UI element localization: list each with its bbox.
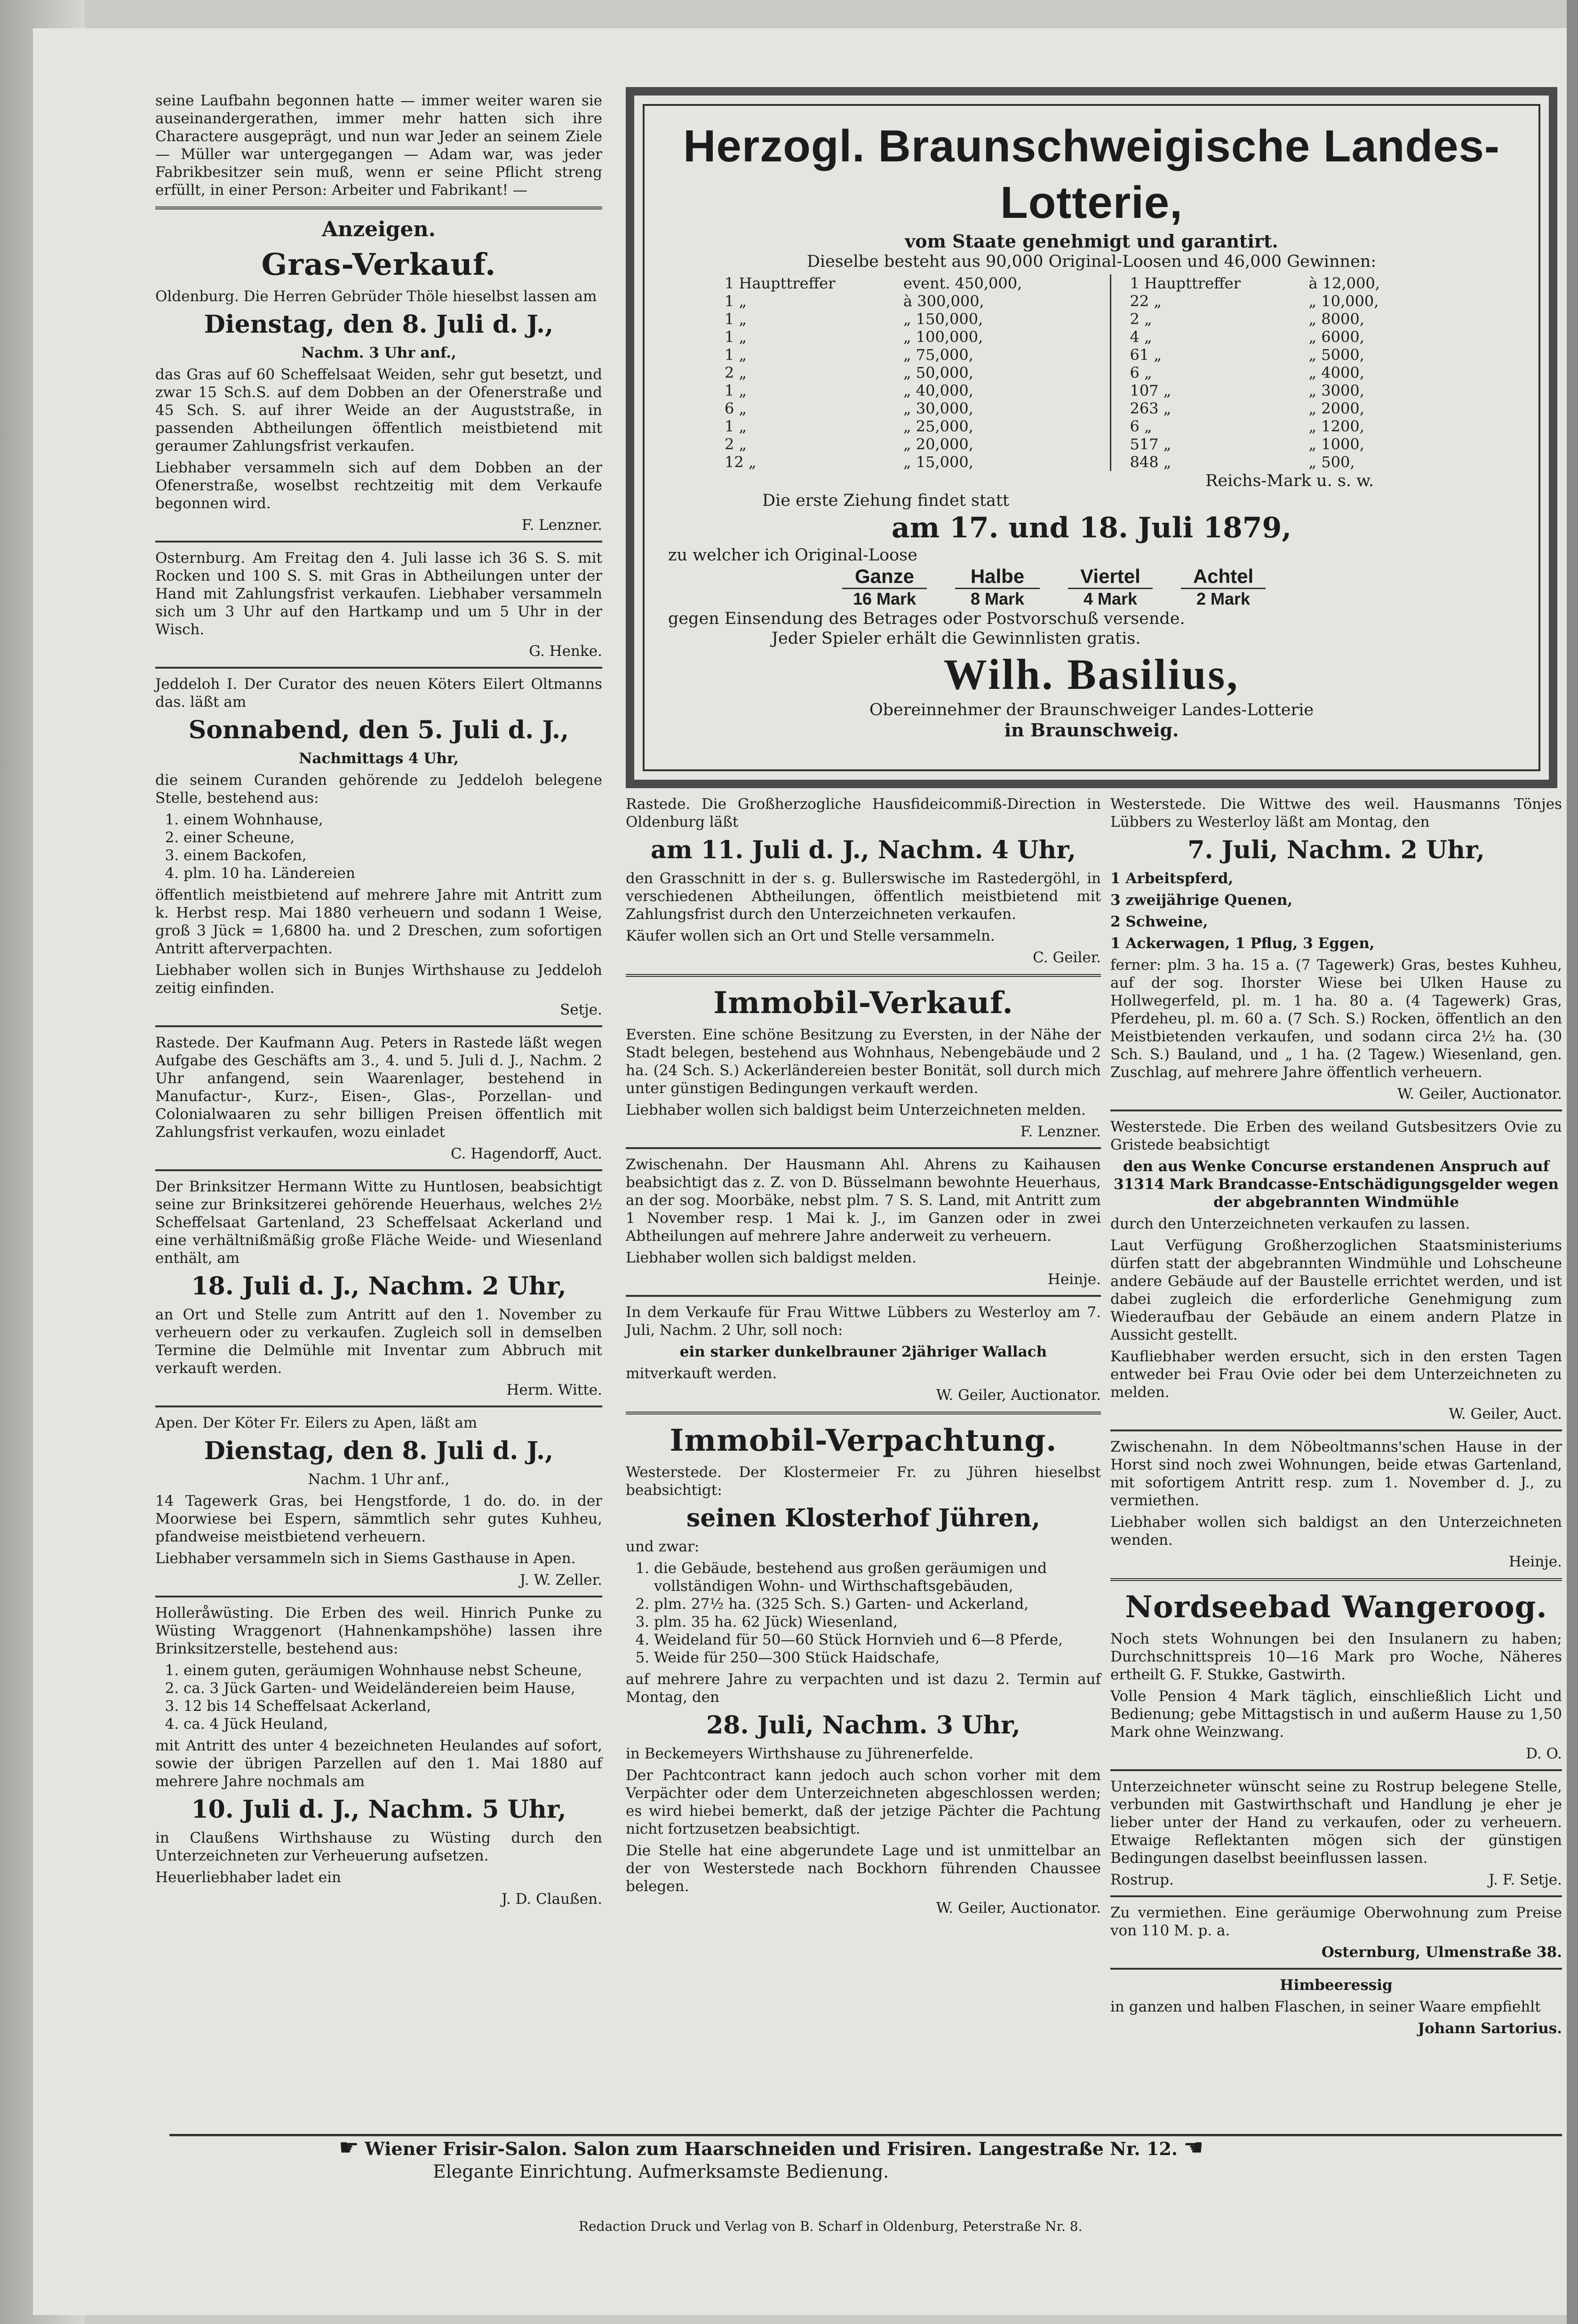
- prize-count: 6 „: [1130, 364, 1152, 382]
- prize-count: 12 „: [725, 453, 757, 471]
- divider: [626, 1295, 1101, 1297]
- divider: [155, 207, 602, 209]
- original-loose-label: zu welcher ich Original-Loose: [668, 546, 917, 565]
- divider: [155, 667, 602, 669]
- ad-westerloy-item: 3 zweijährige Quenen,: [1110, 892, 1293, 909]
- divider: [155, 1596, 602, 1597]
- prize-table-right: [1110, 274, 1515, 471]
- seller-role: Obereinnehmer der Braunschweiger Landes-Lotterie: [869, 701, 1314, 719]
- ticket-cost: 4 Mark: [1083, 589, 1138, 608]
- prize-row: [725, 382, 1110, 399]
- ad-jeddeloh-signature: Setje.: [560, 1001, 602, 1018]
- ticket-size: Halbe: [955, 565, 1040, 589]
- lottery-description: Dieselbe besteht aus 90,000 Original-Loosen und 46,000 Gewinnen:: [806, 252, 1377, 271]
- ad-westerstede-body3: Der Pachtcontract kann jedoch auch schon vorher mit dem Verpächter oder dem Unterzeichneten abgeschlossen werden; es wird hiebei bemerkt, daß der jetzige Pächter die Pachtung nicht fortzusetzen beabsichtigt.: [626, 1767, 1101, 1837]
- ad-gristede-body3: Kaufliebhaber werden ersucht, sich in den ersten Tagen entweder bei Frau Ovie oder bei dem Unterzeichneten zu melden.: [1110, 1348, 1562, 1401]
- prize-row: [725, 292, 1110, 310]
- prize-amount: „ 2000,: [1308, 399, 1364, 417]
- seller-city: in Braunschweig.: [1004, 719, 1179, 741]
- prize-row: [1130, 292, 1515, 310]
- prize-count: 4 „: [1130, 328, 1152, 346]
- ad-wuesting-date: 10. Juli d. J., Nachm. 5 Uhr,: [191, 1795, 566, 1824]
- ad-oldenburg-text: Oldenburg. Die Herren Gebrüder Thöle hieselbst lassen am: [155, 288, 597, 305]
- ad-luebbers-body: mitverkauft werden.: [626, 1365, 777, 1382]
- ad-westerloy-date: 7. Juli, Nachm. 2 Uhr,: [1187, 836, 1485, 864]
- prize-amount: „ 15,000,: [903, 453, 973, 471]
- prize-row: [725, 328, 1110, 346]
- prize-row: [725, 310, 1110, 328]
- ad-westerstede-date: 28. Juli, Nachm. 3 Uhr,: [706, 1711, 1020, 1740]
- ticket-price: [955, 565, 1040, 609]
- ticket-cost: 2 Mark: [1196, 589, 1251, 608]
- divider: [1110, 1578, 1562, 1581]
- prize-amount: „ 1000,: [1308, 435, 1364, 453]
- section-heading-anzeigen: Anzeigen.: [322, 217, 436, 241]
- prize-table: [725, 274, 1515, 471]
- prize-amount: „ 75,000,: [903, 346, 973, 364]
- prize-amount: „ 6000,: [1308, 328, 1364, 346]
- ad-oldenburg-signature: F. Lenzner.: [521, 517, 602, 534]
- list-item: 2. einer Scheune,: [183, 829, 602, 847]
- ad-jeddeloh-list: [155, 811, 602, 882]
- prize-count: 1 „: [725, 292, 747, 310]
- ad-westerstede-und: und zwar:: [626, 1538, 700, 1555]
- ad-luebbers-signature: W. Geiler, Auctionator.: [936, 1387, 1101, 1404]
- divider: [1110, 1895, 1562, 1897]
- ticket-size: Achtel: [1181, 565, 1266, 589]
- list-item: 4. plm. 10 ha. Ländereien: [183, 864, 602, 882]
- ticket-cost: 8 Mark: [970, 589, 1025, 608]
- prize-amount: „ 3000,: [1308, 382, 1364, 399]
- divider: [1110, 1430, 1562, 1431]
- ad-kaihausen-text: Zwischenahn. Der Hausmann Ahl. Ahrens zu Kaihausen beabsichtigt das z. Z. von D. Büsselmann bewohnte Heuerhaus, an der sog. Moorbäke, nebst plm. 7 S. S. Land, mit Antritt zum 1 November resp. 1 Mai k. J., im Ganzen oder in zwei Abtheilungen auf mehrere Jahre anderweit zu verheuern.: [626, 1156, 1101, 1245]
- ad-horst-signature: Heinje.: [1508, 1553, 1562, 1570]
- prize-amount: „ 10,000,: [1308, 292, 1379, 310]
- prize-amount: „ 40,000,: [903, 382, 973, 399]
- ad-rastede2-date: am 11. Juli d. J., Nachm. 4 Uhr,: [651, 836, 1076, 864]
- prize-count: 1 „: [725, 417, 747, 435]
- salon-advertisement: [339, 2136, 1411, 2183]
- prize-count: 848 „: [1130, 453, 1172, 471]
- story-ending: seine Laufbahn begonnen hatte — immer weiter waren sie auseinandergerathen, immer mehr hatten sich ihre Charactere ausgeprägt, und nun war Jeder an seinem Ziele — Müller war untergegangen — Adam war, was jeder Fabrikbesitzer sein muß, wenn er seine Pflicht streng erfüllt, in einer Person: Arbeiter und Fabrikant! —: [155, 92, 602, 199]
- prize-count: 61 „: [1130, 346, 1162, 364]
- ad-gristede-signature: W. Geiler, Auct.: [1449, 1406, 1562, 1422]
- ad-oldenburg-time: Nachm. 3 Uhr anf.,: [301, 344, 456, 361]
- divider: [1110, 1968, 1562, 1970]
- ad-himbeeressig-text: in ganzen und halben Flaschen, in seiner Waare empfiehlt: [1110, 1998, 1541, 2015]
- ad-heading-gras-verkauf: Gras-Verkauf.: [261, 247, 496, 282]
- ad-gristede-bold: den aus Wenke Concurse erstandenen Anspruch auf 31314 Mark Brandcasse-Entschädigungsgelder wegen der abgebrannten Windmühle: [1114, 1158, 1559, 1211]
- ad-osternburg-text: Osternburg. Am Freitag den 4. Juli lasse ich 36 S. S. mit Rocken und 100 S. S. mit Gras in Abtheilungen unter der Hand mit Zahlungsfrist verkaufen. Liebhaber versammeln sich um 3 Uhr auf den Hartkamp und um 5 Uhr in der Wisch.: [155, 550, 602, 638]
- prize-row: [725, 274, 1110, 292]
- ad-rostrup-signature: J. F. Setje.: [1489, 1871, 1562, 1888]
- prize-count: 1 „: [725, 310, 747, 328]
- ad-jeddeloh-body3: Liebhaber wollen sich in Bunjes Wirthshause zu Jeddeloh zeitig einfinden.: [155, 962, 602, 997]
- ad-rastede-signature: C. Hagendorff, Auct.: [451, 1145, 602, 1162]
- ad-wuesting-text: Holleråwüsting. Die Erben des weil. Hinrich Punke zu Wüsting Wraggenort (Hahnenkampshöhe) lassen ihre Brinksitzerstelle, bestehend aus:: [155, 1605, 602, 1657]
- ad-huntlosen-text: Der Brinksitzer Hermann Witte zu Huntlosen, beabsichtigt seine zur Brinksitzerei gehörende Heuerhaus, welches 2½ Scheffelsaat Gartenland, 23 Scheffelsaat Ackerland und eine verhältnißmäßig große Fläche Weide- und Wiesenland enthält, am: [155, 1178, 602, 1267]
- prize-row: [1130, 346, 1515, 364]
- ad-rostrup-place: Rostrup.: [1110, 1871, 1174, 1888]
- prize-count: 22 „: [1130, 292, 1162, 310]
- column-left: [155, 92, 602, 1912]
- prize-row: [1130, 310, 1515, 328]
- ad-westerstede-text: Westerstede. Der Klostermeier Fr. zu Jühren hieselbst beabsichtigt:: [626, 1464, 1101, 1499]
- prize-row: [1130, 364, 1515, 382]
- ad-westerstede-body4: Die Stelle hat eine abgerundete Lage und ist unmittelbar an der von Westerstede nach Bockhorn führenden Chaussee belegen.: [626, 1842, 1101, 1895]
- prize-amount: „ 4000,: [1308, 364, 1364, 382]
- prize-amount: event. 450,000,: [903, 274, 1022, 292]
- ad-himbeeressig-heading: Himbeeressig: [1280, 1977, 1393, 1994]
- prize-amount: „ 8000,: [1308, 310, 1364, 328]
- ad-huntlosen-date: 18. Juli d. J., Nachm. 2 Uhr,: [191, 1272, 566, 1301]
- prize-count: 1 „: [725, 328, 747, 346]
- salon-text: Wiener Frisir-Salon. Salon zum Haarschneiden und Frisiren. Langestraße Nr. 12.: [365, 2138, 1178, 2159]
- ad-vermiethen-address: Osternburg, Ulmenstraße 38.: [1321, 1944, 1562, 1961]
- list-item: 1. die Gebäude, bestehend aus großen geräumigen und vollständigen Wohn- und Wirthschaftsgebäuden,: [654, 1559, 1101, 1595]
- divider: [1110, 1110, 1562, 1111]
- ad-apen-body2: Liebhaber versammeln sich in Siems Gasthause in Apen.: [155, 1550, 576, 1567]
- divider: [155, 541, 602, 543]
- prize-row: [725, 364, 1110, 382]
- ad-rastede2-signature: C. Geiler.: [1033, 949, 1101, 966]
- ad-wuesting-body2: in Claußens Wirthshause zu Wüsting durch den Unterzeichneten zur Verheuerung aufsetzen.: [155, 1829, 602, 1864]
- first-draw-label: Die erste Ziehung findet statt: [762, 491, 1009, 510]
- prize-amount: „ 100,000,: [903, 328, 983, 346]
- ad-wangeroog-signature: D. O.: [1526, 1745, 1562, 1762]
- list-item: 5. Weide für 250—300 Stück Haidschafe,: [654, 1649, 1101, 1667]
- ad-osternburg-signature: G. Henke.: [529, 643, 602, 660]
- prize-amount: „ 1200,: [1308, 417, 1364, 435]
- imprint: Redaction Druck und Verlag von B. Scharf in Oldenburg, Peterstraße Nr. 8.: [579, 2219, 1083, 2234]
- ad-huntlosen-body: an Ort und Stelle zum Antritt auf den 1. November zu verheuern oder zu verkaufen. Zugleich soll in demselben Termine die Delmühle mit Inventar zum Abbruch mit verkauft werden.: [155, 1306, 602, 1377]
- prize-amount: „ 25,000,: [903, 417, 973, 435]
- ticket-prices: [842, 565, 1515, 609]
- ad-westerloy-item: 1 Arbeitspferd,: [1110, 870, 1234, 887]
- prize-amount: à 300,000,: [903, 292, 984, 310]
- pointing-hand-left-icon: ☚: [1183, 2134, 1204, 2161]
- ad-westerloy-signature: W. Geiler, Auctionator.: [1397, 1086, 1562, 1102]
- ad-apen-signature: J. W. Zeller.: [519, 1572, 602, 1589]
- ticket-size: Viertel: [1068, 565, 1153, 589]
- list-item: 4. ca. 4 Jück Heuland,: [183, 1715, 602, 1733]
- ad-heading-immobil-verpachtung: Immobil-Verpachtung.: [669, 1423, 1057, 1458]
- ad-jeddeloh-body: die seinem Curanden gehörende zu Jeddeloh belegene Stelle, bestehend aus:: [155, 772, 602, 807]
- draw-dates: am 17. und 18. Juli 1879,: [891, 511, 1292, 544]
- ad-westerstede-body2: in Beckemeyers Wirthshause zu Jührenerfelde.: [626, 1745, 974, 1762]
- divider: [155, 1025, 602, 1027]
- prize-count: 2 „: [725, 364, 747, 382]
- ad-heading-immobil-verkauf: Immobil-Verkauf.: [713, 985, 1013, 1021]
- prize-amount: „ 20,000,: [903, 435, 973, 453]
- currency-note: Reichs-Mark u. s. w.: [1205, 471, 1374, 490]
- ad-heading-wangeroog: Nordseebad Wangeroog.: [1125, 1589, 1547, 1625]
- column-right: [1110, 795, 1562, 2041]
- prize-count: 2 „: [1130, 310, 1152, 328]
- prize-row: [1130, 328, 1515, 346]
- prize-row: [725, 399, 1110, 417]
- ad-himbeeressig-signature: Johann Sartorius.: [1418, 2020, 1562, 2037]
- prize-row: [1130, 453, 1515, 471]
- ticket-price: [1181, 565, 1266, 609]
- ad-oldenburg-body2: Liebhaber versammeln sich auf dem Dobben an der Ofenerstraße, woselbst rechtzeitig mit dem Verkaufe begonnen wird.: [155, 459, 602, 512]
- ad-westerloy-body: ferner: plm. 3 ha. 15 a. (7 Tagewerk) Gras, bestes Kuhheu, auf der sog. Ihorster Wiese bei Ulken Hause zu Hollwegerfeld, pl. m. 1 ha. 80 a. (4 Tagewerk) Gras, Pferdeheu, pl. m. 60 a. (7 Sch. S.) Rocken, öffentlich an den Meistbietenden verkaufen, und sodann circa 2½ ha. (30 Sch. S.) Bauland, und „ 1 ha. (2 Tagew.) Wiesenland, gen. Zuschlag, auf mehrere Jahre öffentlich verheuern.: [1110, 957, 1562, 1081]
- ticket-price: [1068, 565, 1153, 609]
- ticket-price: [842, 565, 927, 609]
- divider: [155, 1169, 602, 1171]
- ad-westerstede-object: seinen Klosterhof Jühren,: [686, 1504, 1040, 1533]
- divider: [626, 1412, 1101, 1414]
- ad-horst-body: Liebhaber wollen sich baldigst an den Unterzeichneten wenden.: [1110, 1514, 1562, 1549]
- ad-jeddeloh-text: Jeddeloh I. Der Curator des neuen Köters Eilert Oltmanns das. läßt am: [155, 676, 602, 711]
- prize-count: 6 „: [725, 399, 747, 417]
- ad-westerloy-item: 2 Schweine,: [1110, 913, 1208, 930]
- list-item: 1. einem guten, geräumigen Wohnhause nebst Scheune,: [183, 1661, 602, 1679]
- ad-luebbers-bold: ein starker dunkelbrauner 2jähriger Wallach: [679, 1343, 1047, 1360]
- ad-wuesting-list: [155, 1661, 602, 1733]
- ad-gristede-body2: Laut Verfügung Großherzoglichen Staatsministeriums dürfen statt der abgebrannten Windmühle und Lohscheune andere Gebäude auf der Baustelle errichtet werden, und ist dabei zugleich die erforderliche Genehmigung zum Wiederaufbau der Gebäude an einem andern Platze in Aussicht gestellt.: [1110, 1237, 1562, 1343]
- ad-wuesting-body: mit Antritt des unter 4 bezeichneten Heulandes auf sofort, sowie der übrigen Parzellen auf den 1. Mai 1880 auf mehrere Jahre nochmals am: [155, 1737, 602, 1790]
- prize-amount: „ 500,: [1308, 453, 1355, 471]
- salon-line-2: Elegante Einrichtung. Aufmerksamste Bedienung.: [433, 2161, 889, 2182]
- prize-row: [1130, 435, 1515, 453]
- ad-rastede-text: Rastede. Der Kaufmann Aug. Peters in Rastede läßt wegen Aufgabe des Geschäfts am 3., 4. und 5. Juli d. J., Nachm. 2 Uhr anfangend, sein Waarenlager, bestehend in Manufactur-, Kurz-, Eisen-, Glas-, Porzellan- und Colonialwaaren zu sehr billigen Preisen öffentlich mit Zahlungsfrist verkaufen, wozu einladet: [155, 1034, 602, 1141]
- ad-luebbers-text: In dem Verkaufe für Frau Wittwe Lübbers zu Westerloy am 7. Juli, Nachm. 2 Uhr, soll noch:: [626, 1304, 1101, 1339]
- prize-amount: à 12,000,: [1308, 274, 1380, 292]
- ad-oldenburg-date: Dienstag, den 8. Juli d. J.,: [204, 310, 554, 339]
- ad-westerstede-list: [626, 1559, 1101, 1667]
- prize-row: [725, 453, 1110, 471]
- prize-amount: „ 50,000,: [903, 364, 973, 382]
- divider: [626, 1147, 1101, 1149]
- list-item: 3. 12 bis 14 Scheffelsaat Ackerland,: [183, 1697, 602, 1715]
- ad-kaihausen-signature: Heinje.: [1047, 1271, 1101, 1288]
- lottery-subtitle: vom Staate genehmigt und garantirt.: [905, 231, 1278, 252]
- prize-row: [1130, 274, 1515, 292]
- divider: [626, 974, 1101, 977]
- ad-apen-body: 14 Tagewerk Gras, bei Hengstforde, 1 do. do. in der Moorwiese bei Espern, sämmtlich sehr gutes Kuhheu, pfandweise meistbietend verheuern.: [155, 1493, 602, 1545]
- ad-eversten-body: Liebhaber wollen sich baldigst beim Unterzeichneten melden.: [626, 1102, 1086, 1118]
- pointing-hand-icon: ☛: [339, 2134, 359, 2161]
- ad-westerstede-signature: W. Geiler, Auctionator.: [936, 1900, 1101, 1917]
- ad-horst-text: Zwischenahn. In dem Nöbeoltmanns'schen Hause in der Horst sind noch zwei Wohnungen, beide etwas Gartenland, mit sofortigem Antritt resp. zum 1. November d. J., zu vermiethen.: [1110, 1438, 1562, 1509]
- list-item: 4. Weideland für 50—60 Stück Hornvieh und 6—8 Pferde,: [654, 1631, 1101, 1649]
- prize-count: 1 „: [725, 346, 747, 364]
- prize-row: [725, 346, 1110, 364]
- prize-count: 517 „: [1130, 435, 1172, 453]
- ad-apen-time: Nachm. 1 Uhr anf.,: [308, 1471, 450, 1488]
- column-middle: [626, 795, 1101, 1921]
- list-item: 3. einem Backofen,: [183, 847, 602, 864]
- ad-oldenburg-body: das Gras auf 60 Scheffelsaat Weiden, sehr gut besetzt, und zwar 15 Sch.S. auf dem Dobben an der Ofenerstraße und 45 Sch. S. auf ihrer Weide an der Auguststraße, in passenden Abtheilungen öffentlich meistbietend mit geraumer Zahlungsfrist verkaufen.: [155, 366, 602, 455]
- prize-count: 107 „: [1130, 382, 1172, 399]
- prize-count: 263 „: [1130, 399, 1172, 417]
- ad-westerloy-item: 1 Ackerwagen, 1 Pflug, 3 Eggen,: [1110, 935, 1375, 952]
- ad-jeddeloh-time: Nachmittags 4 Uhr,: [299, 750, 459, 767]
- ad-apen-text: Apen. Der Köter Fr. Eilers zu Apen, läßt am: [155, 1414, 478, 1431]
- page-edge-right: [1567, 0, 1578, 2324]
- prize-row: [1130, 382, 1515, 399]
- prize-row: [725, 417, 1110, 435]
- ad-wuesting-signature: J. D. Claußen.: [501, 1891, 602, 1908]
- prize-row: [1130, 399, 1515, 417]
- ad-eversten-signature: F. Lenzner.: [1020, 1123, 1101, 1140]
- ad-westerloy-text: Westerstede. Die Wittwe des weil. Hausmanns Tönjes Lübbers zu Westerloy läßt am Montag, den: [1110, 796, 1562, 831]
- prize-row: [725, 435, 1110, 453]
- ad-rostrup-footer: [1110, 1871, 1562, 1889]
- list-item: 1. einem Wohnhause,: [183, 811, 602, 829]
- list-item: 3. plm. 35 ha. 62 Jück) Wiesenland,: [654, 1613, 1101, 1631]
- prize-count: 2 „: [725, 435, 747, 453]
- prize-row: [1130, 417, 1515, 435]
- ticket-cost: 16 Mark: [853, 589, 917, 608]
- ad-huntlosen-signature: Herm. Witte.: [506, 1382, 602, 1398]
- prize-table-left: [725, 274, 1110, 471]
- ad-apen-date: Dienstag, den 8. Juli d. J.,: [204, 1437, 554, 1465]
- ad-vermiethen-text: Zu vermiethen. Eine geräumige Oberwohnung zum Preise von 110 M. p. a.: [1110, 1904, 1562, 1939]
- ad-kaihausen-body: Liebhaber wollen sich baldigst melden.: [626, 1249, 917, 1266]
- send-note: gegen Einsendung des Betrages oder Postvorschuß versende.: [668, 609, 1185, 628]
- divider: [155, 1406, 602, 1407]
- prize-count: 6 „: [1130, 417, 1152, 435]
- prize-amount: „ 150,000,: [903, 310, 983, 328]
- list-item: 2. plm. 27½ ha. (325 Sch. S.) Garten- und Ackerland,: [654, 1595, 1101, 1613]
- lottery-title: Herzogl. Braunschweigische Landes-Lotterie,: [683, 121, 1500, 228]
- ad-gristede-body: durch den Unterzeichneten verkaufen zu lassen.: [1110, 1215, 1470, 1232]
- divider: [1110, 1769, 1562, 1771]
- gratis-note: Jeder Spieler erhält die Gewinnlisten gratis.: [772, 629, 1141, 648]
- lottery-advertisement: [626, 87, 1557, 788]
- ad-rastede2-body: den Grasschnitt in der s. g. Bullerswische im Rastedergöhl, in verschiedenen Abtheilungen, öffentlich meistbietend mit Zahlungsfrist durch den Unterzeichneten verkaufen.: [626, 870, 1101, 923]
- ad-wangeroog-text: Noch stets Wohnungen bei den Insulanern zu haben; Durchschnittspreis 10—16 Mark pro Woche, Näheres ertheilt G. F. Stukke, Gastwirth.: [1110, 1630, 1562, 1683]
- prize-amount: „ 5000,: [1308, 346, 1364, 364]
- ad-wuesting-body3: Heuerliebhaber ladet ein: [155, 1869, 341, 1886]
- prize-count: 1 Haupttreffer: [725, 274, 836, 292]
- ad-rastede2-text: Rastede. Die Großherzogliche Hausfideicommiß-Direction in Oldenburg läßt: [626, 796, 1101, 831]
- prize-count: 1 Haupttreffer: [1130, 274, 1241, 292]
- ad-rastede2-body2: Käufer wollen sich an Ort und Stelle versammeln.: [626, 927, 995, 944]
- prize-amount: „ 30,000,: [903, 399, 973, 417]
- lottery-inner-frame: [643, 104, 1540, 771]
- ad-eversten-text: Eversten. Eine schöne Besitzung zu Eversten, in der Nähe der Stadt belegen, bestehend aus Wohnhaus, Nebengebäude und 2 ha. (24 Sch. S.) Ackerländereien bester Bonität, soll durch mich unter günstigen Bedingungen verkauft werden.: [626, 1026, 1101, 1097]
- ad-gristede-text: Westerstede. Die Erben des weiland Gutsbesitzers Ovie zu Gristede beabsichtigt: [1110, 1118, 1562, 1153]
- ad-wangeroog-body: Volle Pension 4 Mark täglich, einschließlich Licht und Bedienung; gebe Mittagstisch in und außerm Hause zu 1,50 Mark ohne Weinzwang.: [1110, 1688, 1562, 1741]
- prize-count: 1 „: [725, 382, 747, 399]
- ad-rostrup-text: Unterzeichneter wünscht seine zu Rostrup belegene Stelle, verbunden mit Gastwirthschaft und Handlung je eher je lieber unter der Hand zu verkaufen, oder zu verheuern. Etwaige Reflektanten mögen sich der günstigen Bedingungen daselbst beeinflussen lassen.: [1110, 1778, 1562, 1867]
- seller-name: Wilh. Basilius,: [943, 650, 1240, 698]
- list-item: 2. ca. 3 Jück Garten- und Weideländereien beim Hause,: [183, 1679, 602, 1697]
- ticket-size: Ganze: [842, 565, 927, 589]
- ad-jeddeloh-body2: öffentlich meistbietend auf mehrere Jahre mit Antritt zum k. Herbst resp. Mai 1880 verheuern und sodann 1 Weise, groß 3 Jück = 1,6800 ha. und 2 Dreschen, zum sofortigen Antritt afterverpachten.: [155, 886, 602, 957]
- ad-westerstede-body: auf mehrere Jahre zu verpachten und ist dazu 2. Termin auf Montag, den: [626, 1671, 1101, 1706]
- ad-jeddeloh-date: Sonnabend, den 5. Juli d. J.,: [188, 716, 569, 744]
- salon-line-1: [339, 2136, 1411, 2160]
